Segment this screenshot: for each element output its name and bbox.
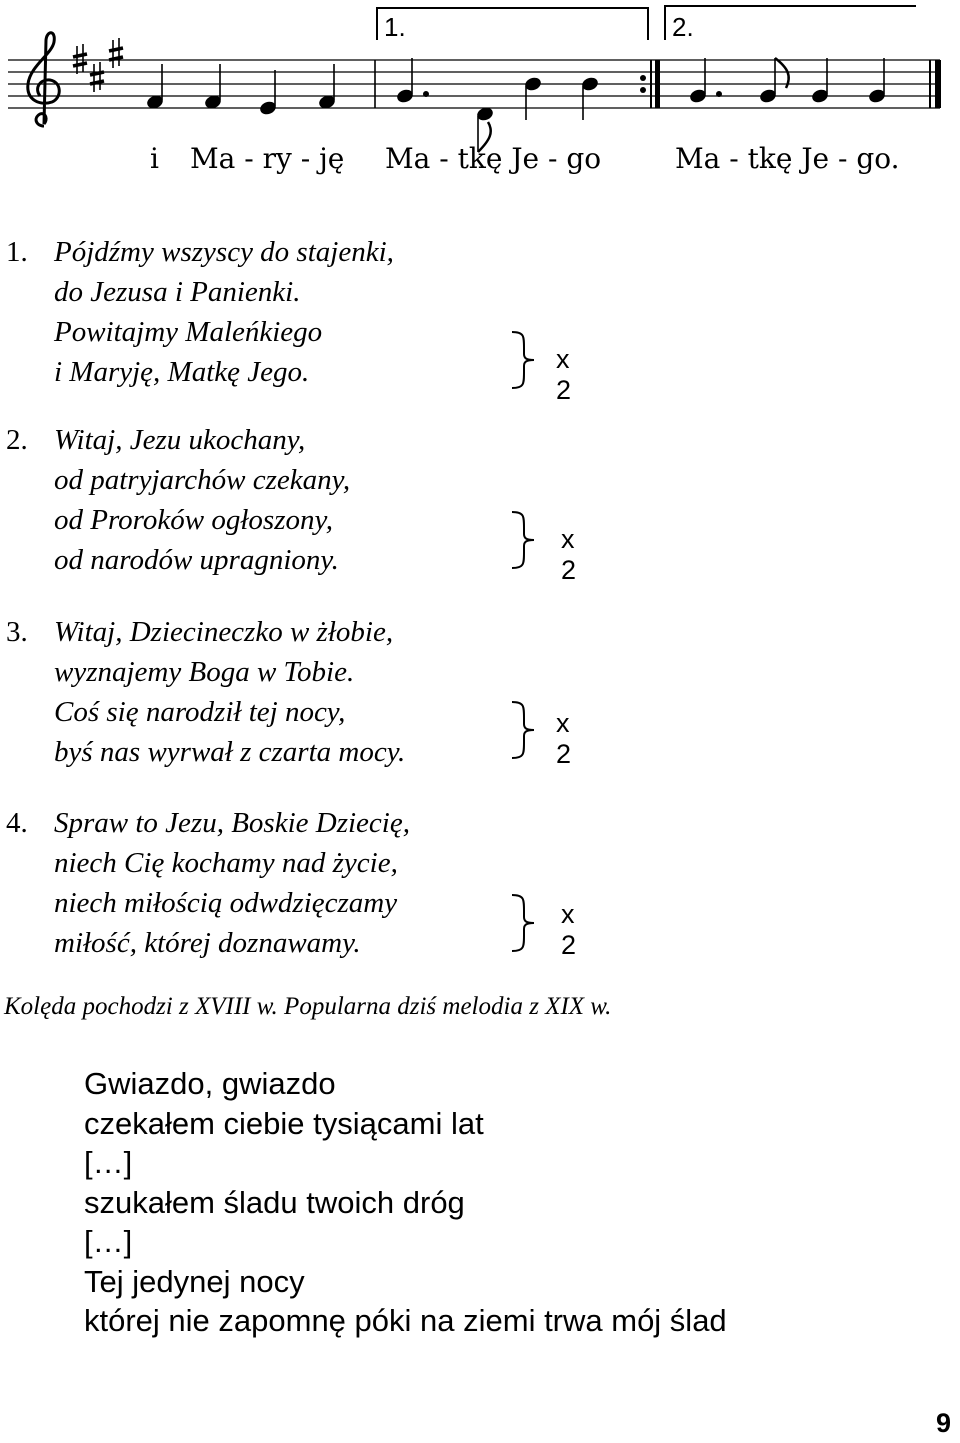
repeat-count: x 2 (561, 524, 577, 585)
poem-line: […] (84, 1224, 133, 1259)
verse-line: Witaj, Dziecineczko w żłobie, (54, 616, 394, 648)
poem-line: której nie zapomnę póki na ziemi trwa mój ślad (84, 1303, 727, 1338)
volta-2-label: 2. (672, 12, 694, 42)
verse-number: 1. (6, 236, 28, 268)
repeat-brace-icon (508, 328, 542, 392)
poem-line: czekałem ciebie tysiącami lat (84, 1106, 484, 1141)
poem-line: szukałem śladu twoich dróg (84, 1185, 465, 1220)
verse-number: 4. (6, 807, 28, 839)
notes-measure-3 (689, 58, 886, 104)
verse-line: od narodów upragniony. (54, 544, 339, 576)
lyric-syllables: i (150, 142, 159, 175)
page-number: 9 (936, 1408, 952, 1438)
poem-line: […] (84, 1145, 133, 1180)
verse-line: od patryjarchów czekany, (54, 464, 351, 496)
verse-line: Witaj, Jezu ukochany, (54, 424, 306, 456)
verse-line: byś nas wyrwał z czarta mocy. (54, 736, 406, 768)
repeat-count: x 2 (556, 344, 572, 405)
verse-line: i Maryję, Matkę Jego. (54, 356, 310, 388)
verse-line: niech miłością odwdzięczamy (54, 887, 398, 919)
verse-line: Pójdźmy wszyscy do stajenki, (54, 236, 394, 268)
verse-number: 3. (6, 616, 28, 648)
repeat-brace-icon (508, 508, 542, 572)
lyric-syllables: Ma - ry - ję (190, 142, 345, 175)
verse-line: od Proroków ogłoszony, (54, 504, 333, 536)
verse-line: niech Cię kochamy nad życie, (54, 847, 398, 879)
verse-line: Coś się narodził tej nocy, (54, 696, 346, 728)
poem-line: Gwiazdo, gwiazdo (84, 1066, 336, 1101)
volta-1-bracket (377, 8, 648, 40)
repeat-count: x 2 (561, 899, 577, 960)
verse-line: wyznajemy Boga w Tobie. (54, 656, 355, 688)
repeat-brace-icon (508, 698, 542, 762)
repeat-brace-icon (508, 891, 542, 955)
verse-line: Spraw to Jezu, Boskie Dziecię, (54, 807, 410, 839)
verse-line: miłość, której doznawamy. (54, 927, 361, 959)
origin-note: Kolęda pochodzi z XVIII w. Popularna dziś melodia z XIX w. (4, 993, 612, 1020)
treble-clef-icon (28, 33, 59, 126)
repeat-count: x 2 (556, 708, 572, 769)
lyric-syllables: Ma - tkę Je - go (385, 142, 602, 175)
verse-line: do Jezusa i Panienki. (54, 276, 301, 308)
poem-line: Tej jedynej nocy (84, 1264, 305, 1299)
final-barline (929, 60, 941, 108)
lyric-syllables: Ma - tkę Je - go. (675, 142, 900, 175)
verse-number: 2. (6, 424, 28, 456)
verse-line: Powitajmy Maleńkiego (54, 316, 323, 348)
volta-1-label: 1. (384, 12, 406, 42)
volta-2-bracket (665, 6, 916, 40)
